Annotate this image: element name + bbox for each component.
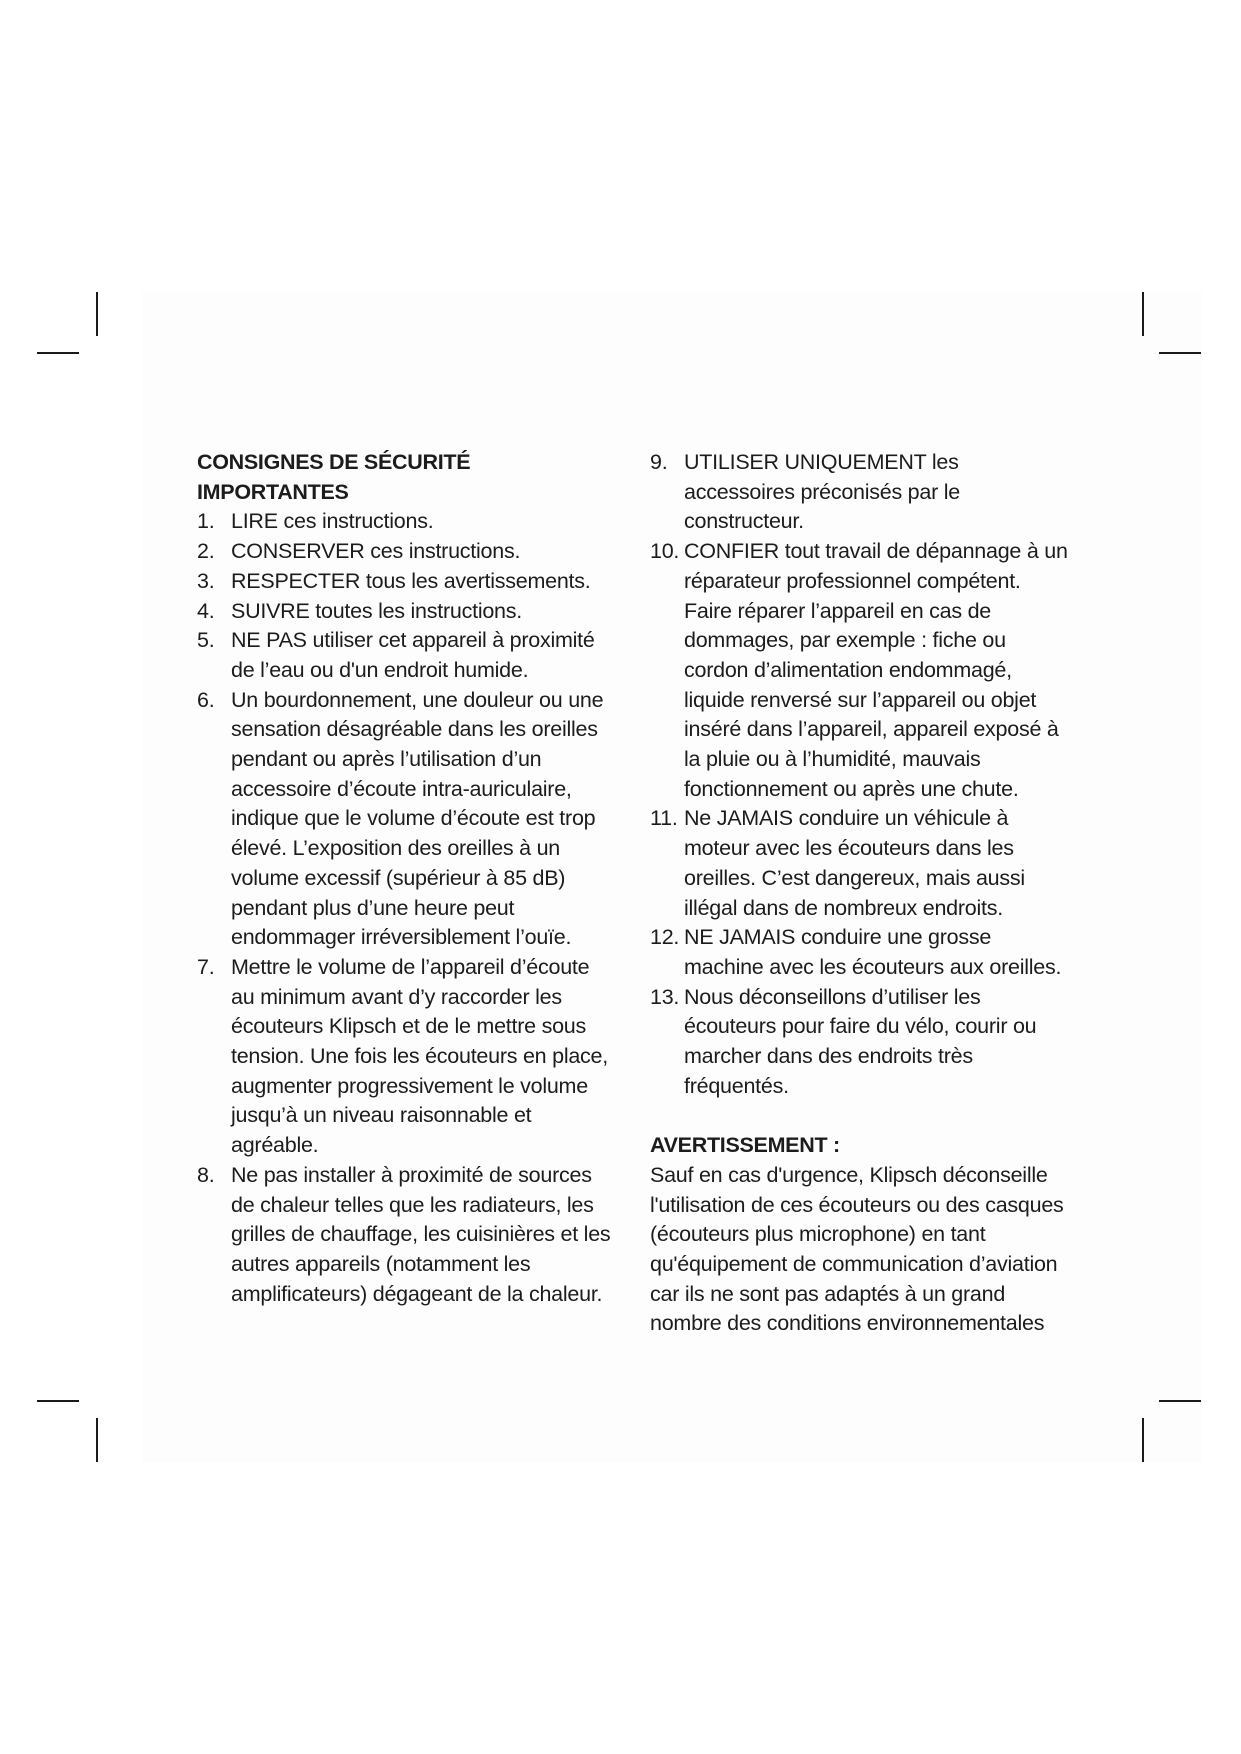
item-number: 8. <box>197 1162 215 1187</box>
item-number: 11. <box>650 806 678 831</box>
item-text: Un bourdonnement, une douleur ou une sensation désagréable dans les oreilles pendant ou après l’utilisation d’un accessoire d’écoute intra-auriculaire, indique que le volume d’écoute est trop élevé. L’exposition des oreilles à un volume excessif (supérieur à 85 dB) pendant plus d’une heure peut endommager irréversiblement l’ouïe. <box>231 687 604 950</box>
list-item <box>650 983 1070 1102</box>
crop-mark-bottom-left-vertical <box>96 1418 98 1462</box>
warning-title: AVERTISSEMENT : <box>650 1133 840 1158</box>
crop-mark-top-left-vertical <box>96 292 98 336</box>
list-item <box>650 804 1070 923</box>
item-number: 13. <box>650 984 680 1009</box>
item-number: 4. <box>197 598 215 623</box>
right-column <box>650 448 1070 1339</box>
crop-mark-top-right-horizontal <box>1159 352 1201 354</box>
item-number: 10. <box>650 539 680 564</box>
item-number: 7. <box>197 954 215 979</box>
item-text: Nous déconseillons d’utiliser les écouteurs pour faire du vélo, courir ou marcher dans des endroits très fréquentés. <box>684 984 1037 1098</box>
item-text: Ne pas installer à proximité de sources de chaleur telles que les radiateurs, les grilles de chauffage, les cuisinières et les autres appareils (notamment les amplificateurs) dégageant de la chaleur. <box>231 1162 611 1306</box>
item-number: 5. <box>197 628 215 653</box>
item-text: NE PAS utiliser cet appareil à proximité de l’eau ou d'un endroit humide. <box>231 628 595 682</box>
list-item <box>650 923 1070 982</box>
list-item <box>197 537 617 567</box>
crop-mark-top-right-vertical <box>1142 292 1144 336</box>
list-item <box>197 953 617 1161</box>
item-text: LIRE ces instructions. <box>231 509 434 534</box>
item-text: NE JAMAIS conduire une grosse machine avec les écouteurs aux oreilles. <box>684 925 1062 979</box>
item-text: Ne JAMAIS conduire un véhicule à moteur avec les écouteurs dans les oreilles. C’est dangereux, mais aussi illégal dans de nombreux endroits. <box>684 806 1025 920</box>
item-text: CONSERVER ces instructions. <box>231 539 521 564</box>
crop-mark-bottom-right-vertical <box>1142 1418 1144 1462</box>
list-item <box>197 567 617 597</box>
safety-list-part-1 <box>197 507 617 1309</box>
item-text: SUIVRE toutes les instructions. <box>231 598 522 623</box>
crop-mark-bottom-right-horizontal <box>1159 1400 1201 1402</box>
item-number: 2. <box>197 539 215 564</box>
list-item <box>650 448 1070 537</box>
item-number: 3. <box>197 568 215 593</box>
item-text: Mettre le volume de l’appareil d’écoute au minimum avant d’y raccorder les écouteurs Klipsch et de le mettre sous tension. Une fois les écouteurs en place, augmenter progressivement le volume jusqu’à un niveau raisonnable et agréable. <box>231 954 608 1158</box>
list-item <box>650 537 1070 804</box>
item-text: CONFIER tout travail de dépannage à un réparateur professionnel compétent. Faire réparer l’appareil en cas de dommages, par exemple : fiche ou cordon d’alimentation endommagé, liquide renversé sur l’appareil ou objet inséré dans l’appareil, appareil exposé à la pluie ou à l’humidité, mauvais fonctionnement ou après une chute. <box>684 539 1068 801</box>
crop-mark-top-left-horizontal <box>37 352 79 354</box>
safety-title: CONSIGNES DE SÉCURITÉ IMPORTANTES <box>197 450 471 504</box>
item-number: 9. <box>650 450 668 474</box>
item-number: 12. <box>650 925 680 950</box>
item-text: UTILISER UNIQUEMENT les accessoires préconisés par le constructeur. <box>684 450 960 534</box>
list-item <box>197 597 617 627</box>
list-item <box>197 626 617 685</box>
safety-list-part-2 <box>650 448 1070 1101</box>
crop-mark-bottom-left-horizontal <box>37 1400 79 1402</box>
item-number: 6. <box>197 687 215 712</box>
item-number: 1. <box>197 509 215 534</box>
list-item <box>197 1161 617 1310</box>
warning-text: Sauf en cas d'urgence, Klipsch déconseille l'utilisation de ces écouteurs ou des casques (écouteurs plus microphone) en tant qu'équipement de communication d’aviation car ils ne sont pas adaptés à un grand nombre des conditions environnementales <box>650 1162 1064 1336</box>
list-item <box>197 686 617 953</box>
item-text: RESPECTER tous les avertissements. <box>231 568 591 593</box>
list-item <box>197 507 617 537</box>
left-column <box>197 448 617 1309</box>
